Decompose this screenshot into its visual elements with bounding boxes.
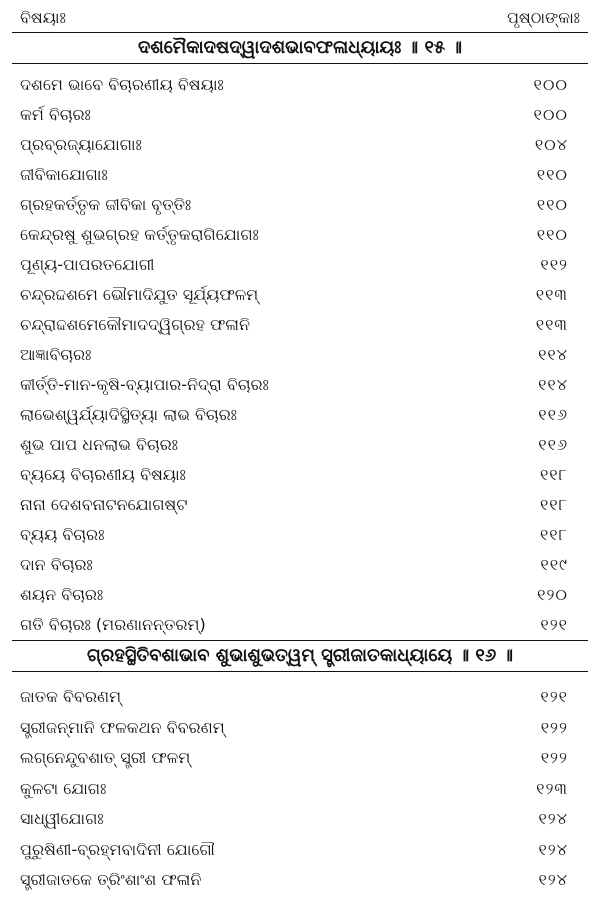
entry-title: ସ୍ତ୍ରୀଜନ୍ମାନି ଫଳକଥନ ବିବରଣମ୍	[20, 717, 225, 737]
subject-column-label: ବିଷୟାଃ	[20, 8, 66, 27]
contents-entry	[20, 610, 580, 640]
entry-title: ଦାନ ବିଚାରଃ	[20, 555, 93, 574]
contents-entry	[20, 490, 580, 520]
entry-page-number: ୧୧୮	[539, 495, 568, 514]
contents-entry	[20, 370, 580, 400]
contents-entry	[20, 865, 580, 896]
contents-entry	[20, 460, 580, 490]
contents-entry	[20, 713, 580, 744]
contents-entry	[20, 280, 580, 310]
contents-entry	[20, 804, 580, 835]
chapter-16-title: ଗ୍ରହସ୍ଥିତିବଶାଭାବ ଶୁଭାଶୁଭତ୍ୱମ୍ ସ୍ତ୍ରୀଜାତକାଧ୍ୟାୟେ ॥ ୧୬ ॥	[86, 645, 514, 666]
entry-page-number: ୧୨୦	[537, 585, 568, 604]
entry-title: ଗ୍ରହକର୍ତ୍ତୃକ ଜୀବିକା ବୃତ୍ତିଃ	[20, 195, 192, 214]
entry-title: ଶୁଭ ପାପ ଧନଲାଭ ବିଚାରଃ	[20, 435, 179, 454]
contents-entry	[20, 743, 580, 774]
entry-page-number: ୧୧୨	[540, 255, 568, 274]
chapter-15-title: ଦଶମୈକାଦଷଦ୍ୱାଦଶଭାବଫଳାଧ୍ୟାୟଃ ॥ ୧୫ ॥	[138, 37, 462, 58]
contents-entry	[20, 190, 580, 220]
chapter-15-section	[20, 33, 580, 640]
entry-title: ସ୍ତ୍ରୀଜାତକେ ତ୍ରିଂଶାଂଶ ଫଳାନି	[20, 870, 202, 890]
entry-page-number: ୧୦୦	[533, 105, 568, 124]
entry-title: ବ୍ୟୟ ବିଚାରଃ	[20, 525, 105, 544]
entry-page-number: ୧୧୩	[535, 285, 568, 304]
chapter-15-entry-list	[20, 64, 580, 640]
entry-page-number: ୧୨୪	[538, 809, 568, 829]
contents-entry	[20, 430, 580, 460]
entry-page-number: ୧୦୦	[533, 75, 568, 94]
entry-page-number: ୧୨୧	[540, 615, 568, 634]
entry-page-number: ୧୨୨	[540, 748, 568, 768]
entry-page-number: ୧୦୪	[534, 135, 568, 154]
entry-page-number: ୧୧୦	[536, 165, 568, 184]
entry-page-number: ୧୨୪	[538, 839, 568, 859]
entry-page-number: ୧୧୪	[538, 345, 568, 364]
entry-title: ଆଜ୍ଞାବିଚାରଃ	[20, 345, 92, 364]
contents-entry	[20, 835, 580, 866]
entry-page-number: ୧୧୬	[538, 405, 568, 424]
entry-title: ଚନ୍ଦ୍ରାଦ୍ଦଶମେକୌମାଦଦ୍ୱିଗ୍ରହ ଫଳାନି	[20, 315, 250, 334]
contents-entry	[20, 520, 580, 550]
entry-title: ଜୀବିକାଯୋଗାଃ	[20, 165, 108, 184]
entry-title: ଦଶମେ ଭାବେ ବିଚାରଣୀୟ ବିଷୟାଃ	[20, 75, 224, 94]
contents-entry	[20, 400, 580, 430]
contents-entry	[20, 100, 580, 130]
entry-title: କର୍ମ ବିଚାରଃ	[20, 105, 91, 124]
entry-page-number: ୧୧୩	[535, 315, 568, 334]
entry-title: କୁଳଟା ଯୋଗଃ	[20, 778, 107, 798]
contents-entry	[20, 774, 580, 805]
chapter-16-section	[20, 641, 580, 896]
entry-title: ବ୍ୟୟେ ବିଚାରଣୀୟ ବିଷୟାଃ	[20, 465, 186, 484]
entry-page-number: ୧୧୬	[538, 435, 568, 454]
entry-page-number: ୧୨୧	[540, 687, 568, 707]
contents-entry	[20, 310, 580, 340]
entry-page-number: ୧୧୦	[536, 195, 568, 214]
contents-entry	[20, 70, 580, 100]
contents-entry	[20, 340, 580, 370]
entry-title: ଶୟନ ବିଚାରଃ	[20, 585, 104, 604]
column-header	[20, 4, 580, 32]
chapter-16-entry-list	[20, 672, 580, 896]
entry-title: କୀର୍ତ୍ତି-ମାନ-କୃଷି-ବ୍ୟାପାର-ନିଦ୍ରା ବିଚାରଃ	[20, 375, 269, 394]
contents-entry	[20, 550, 580, 580]
entry-title: ନାନା ଦେଶବନାଟନଯୋଗଷ୍ଟ	[20, 495, 188, 514]
contents-entry	[20, 130, 580, 160]
contents-entry	[20, 250, 580, 280]
entry-title: ଜାତକ ବିବରଣମ୍	[20, 687, 122, 707]
entry-title: ଲାଭେଶ୍ୱର୍ଯ୍ୟାଦିସ୍ଥିତ୍ୟା ଲାଭ ବିଚାରଃ	[20, 405, 238, 424]
entry-page-number: ୧୨୩	[536, 778, 568, 798]
entry-page-number: ୧୧୮	[539, 525, 568, 544]
entry-title: ପ୍ରବ୍ରଜ୍ୟାଯୋଗାଃ	[20, 135, 142, 154]
contents-entry	[20, 220, 580, 250]
entry-page-number: ୧୧୪	[538, 375, 568, 394]
entry-title: ଲଗ୍ନେନ୍ଦୁବଶାତ୍ ସ୍ତ୍ରୀ ଫଳମ୍	[20, 748, 191, 768]
entry-title: କେନ୍ଦ୍ରଷୁ ଶୁଭଗ୍ରହ କର୍ତ୍ତୃକରାଗିଯୋଗଃ	[20, 225, 259, 244]
entry-title: ପୂଣ୍ୟ-ପାପରତଯୋଗୀ	[20, 255, 155, 274]
entry-title: ଗତି ବିଚାରଃ (ମରଣାନନ୍ତରମ୍)	[20, 615, 206, 634]
entry-page-number: ୧୨୨	[540, 717, 568, 737]
entry-page-number: ୧୧୦	[536, 225, 568, 244]
contents-entry	[20, 160, 580, 190]
entry-page-number: ୧୧୮	[539, 465, 568, 484]
page-column-label: ପୃଷ୍ଠାଙ୍କାଃ	[506, 8, 580, 27]
entry-title: ଚନ୍ଦ୍ରଦ୍ଦଶମେ ଭୌମାଦିଯୁତ ସୂର୍ଯ୍ୟଫଳମ୍	[20, 285, 259, 304]
contents-entry	[20, 682, 580, 713]
contents-entry	[20, 580, 580, 610]
entry-title: ପୁରୁଷିଣୀ-ବ୍ରହ୍ମବାଦିନୀ ଯୋଗୌ	[20, 839, 215, 859]
entry-page-number: ୧୧୯	[540, 555, 568, 574]
entry-page-number: ୧୨୪	[538, 870, 568, 890]
entry-title: ସାଧ୍ୱୀଯୋଗଃ	[20, 809, 104, 829]
